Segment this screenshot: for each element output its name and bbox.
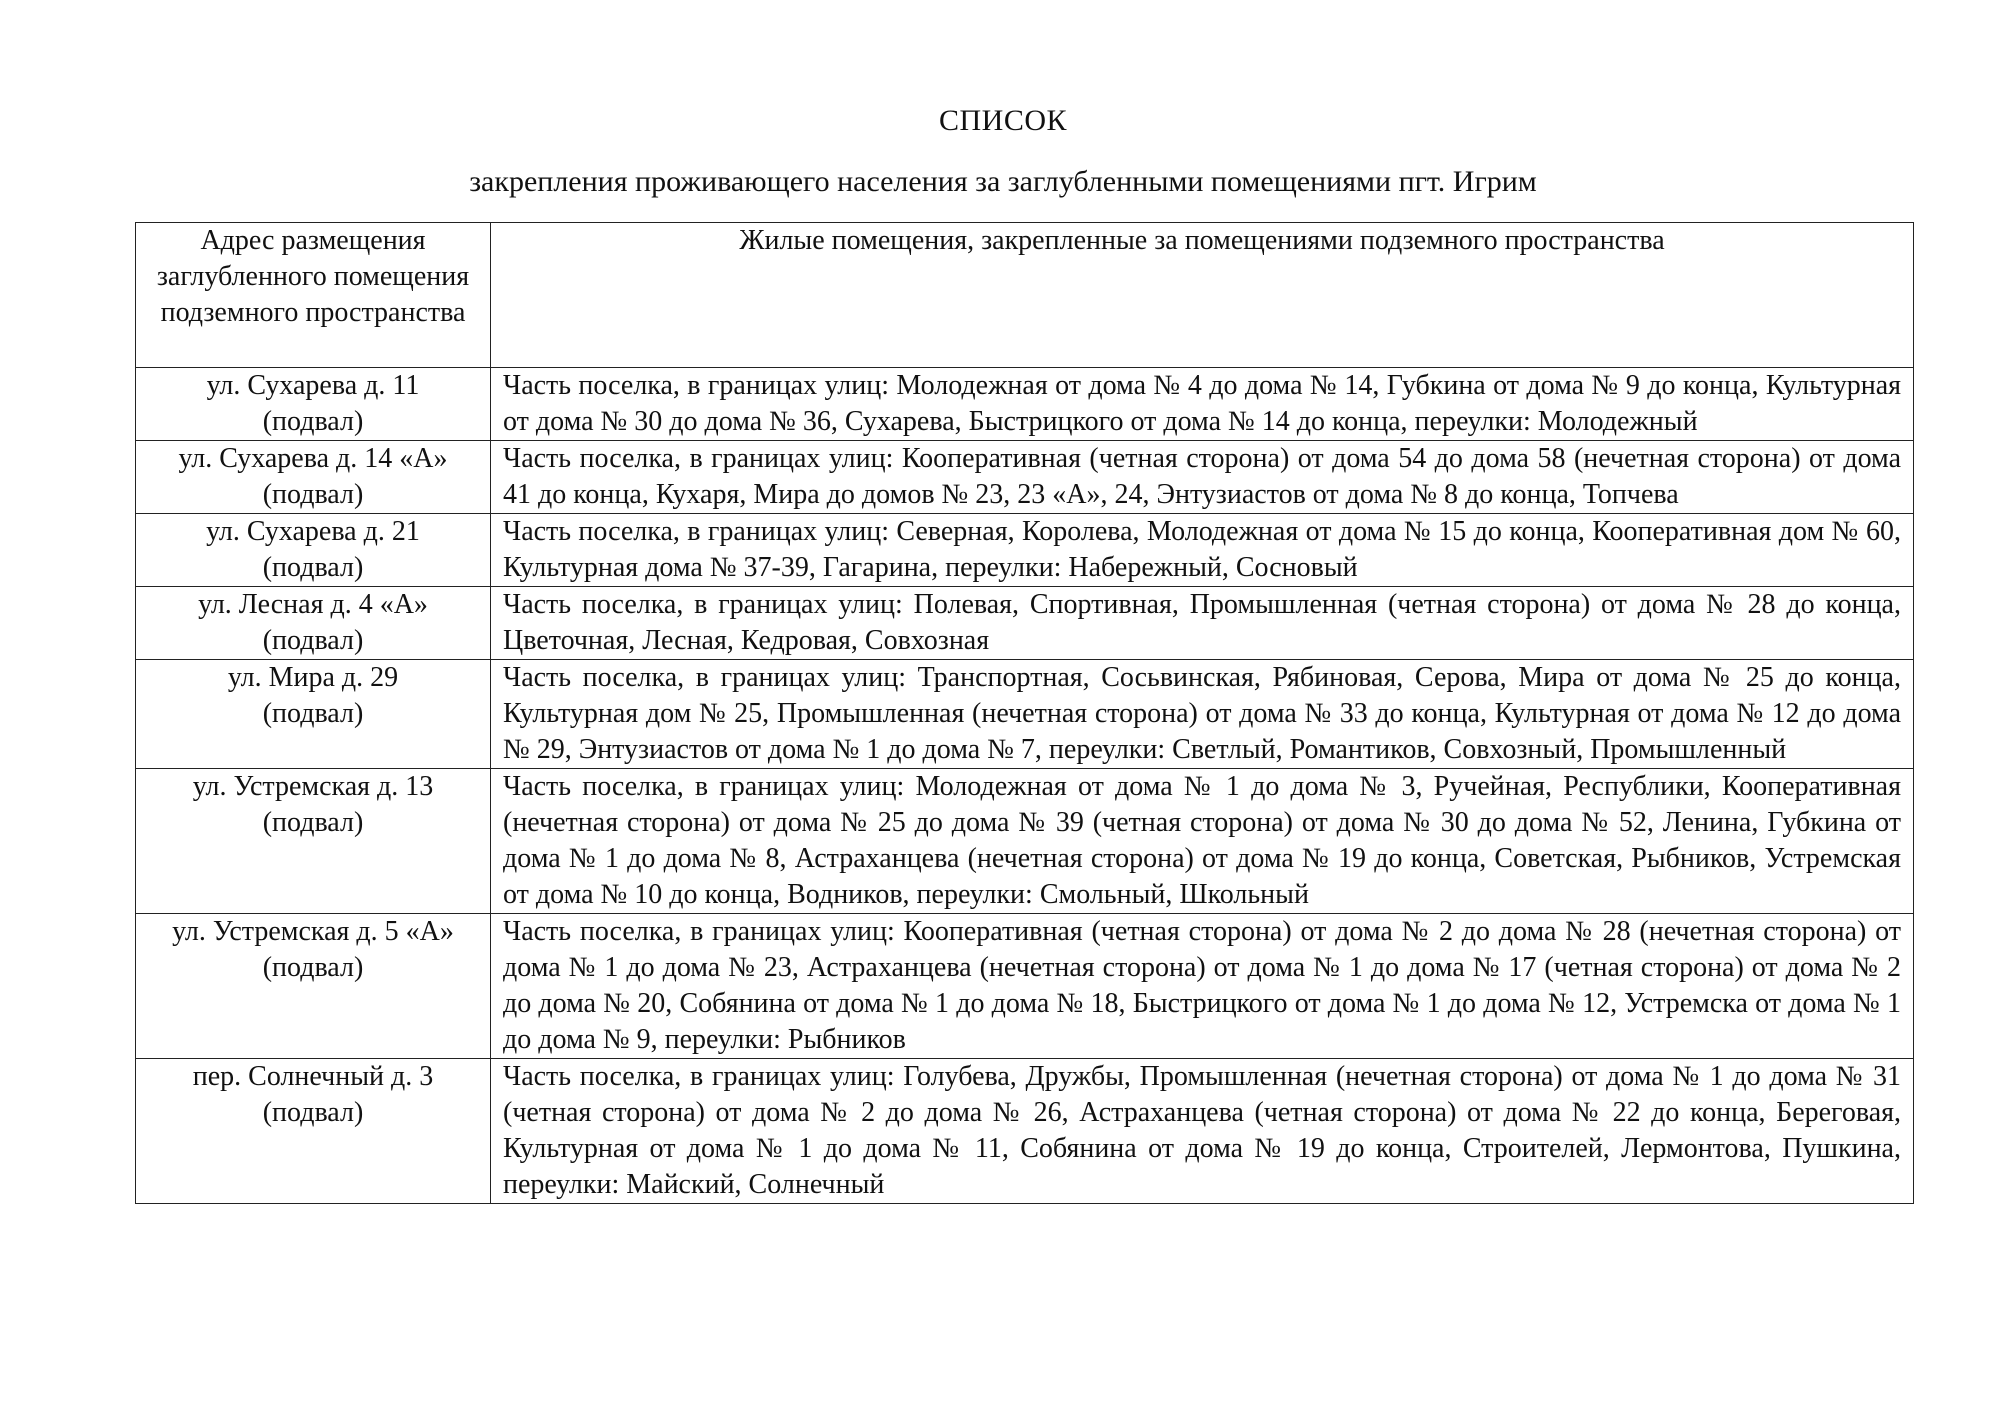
address-cell <box>136 1059 491 1204</box>
table-row <box>136 368 1914 441</box>
address-text: ул. Сухарева д. 21 <box>206 516 420 547</box>
description-cell: Часть поселка, в границах улиц: Молодежная от дома № 1 до дома № 3, Ручейная, Республики, Кооперативная (нечетная сторона) от дома № 25 до дома № 39 (четная сторона) от дома № 30 до дома № 52, Ленина, Губкина от дома № 1 до дома № 8, Астраханцева (нечетная сторона) от дома № 19 до конца, Советская, Рыбников, Устремская от дома № 10 до конца, Водников, переулки: Смольный, Школьный <box>491 769 1914 914</box>
shelter-type: (подвал) <box>262 1097 364 1128</box>
table-row <box>136 660 1914 769</box>
table-row <box>136 914 1914 1059</box>
header-residential: Жилые помещения, закрепленные за помещениями подземного пространства <box>491 223 1914 368</box>
description-cell: Часть поселка, в границах улиц: Северная, Королева, Молодежная от дома № 15 до конца, Кооперативная дом № 60, Культурная дома № 37-39, Гагарина, переулки: Набережный, Сосновый <box>491 514 1914 587</box>
table-row <box>136 1059 1914 1204</box>
document-title: СПИСОК <box>938 104 1068 137</box>
shelter-type: (подвал) <box>262 952 364 983</box>
address-cell <box>136 514 491 587</box>
address-cell <box>136 441 491 514</box>
assignment-table <box>135 222 1914 1204</box>
address-cell <box>136 368 491 441</box>
address-cell <box>136 914 491 1059</box>
description-cell: Часть поселка, в границах улиц: Голубева, Дружбы, Промышленная (нечетная сторона) от дома № 1 до дома № 31 (четная сторона) от дома № 2 до дома № 26, Астраханцева (четная сторона) от дома № 22 до конца, Береговая, Культурная от дома № 1 до дома № 11, Собянина от дома № 19 до конца, Строителей, Лермонтова, Пушкина, переулки: Майский, Солнечный <box>491 1059 1914 1204</box>
table-header-row <box>136 223 1914 368</box>
address-cell <box>136 587 491 660</box>
address-cell <box>136 660 491 769</box>
description-cell: Часть поселка, в границах улиц: Кооперативная (четная сторона) от дома № 2 до дома № 28 (нечетная сторона) от дома № 1 до дома № 23, Астраханцева (нечетная сторона) от дома № 1 до дома № 17 (четная сторона) от дома № 2 до дома № 20, Собянина от дома № 1 до дома № 18, Быстрицкого от дома № 1 до дома № 12, Устремска от дома № 1 до дома № 9, переулки: Рыбников <box>491 914 1914 1059</box>
address-text: ул. Устремская д. 13 <box>192 771 434 802</box>
address-text: ул. Сухарева д. 11 <box>206 370 420 401</box>
description-cell: Часть поселка, в границах улиц: Кооперативная (четная сторона) от дома 54 до дома 58 (нечетная сторона) от дома 41 до конца, Кухаря, Мира до домов № 23, 23 «А», 24, Энтузиастов от дома № 8 до конца, Топчева <box>491 441 1914 514</box>
table-row <box>136 514 1914 587</box>
address-text: ул. Устремская д. 5 «А» <box>172 916 454 947</box>
shelter-type: (подвал) <box>262 479 364 510</box>
shelter-type: (подвал) <box>262 807 364 838</box>
address-text: ул. Сухарева д. 14 «А» <box>178 443 448 474</box>
shelter-type: (подвал) <box>262 625 364 656</box>
shelter-type: (подвал) <box>262 552 364 583</box>
address-cell <box>136 769 491 914</box>
description-cell: Часть поселка, в границах улиц: Молодежная от дома № 4 до дома № 14, Губкина от дома № 9 до конца, Культурная от дома № 30 до дома № 36, Сухарева, Быстрицкого от дома № 14 до конца, переулки: Молодежный <box>491 368 1914 441</box>
address-text: пер. Солнечный д. 3 <box>192 1061 434 1092</box>
description-cell: Часть поселка, в границах улиц: Полевая, Спортивная, Промышленная (четная сторона) от дома № 28 до конца, Цветочная, Лесная, Кедровая, Совхозная <box>491 587 1914 660</box>
shelter-type: (подвал) <box>262 698 364 729</box>
description-cell: Часть поселка, в границах улиц: Транспортная, Сосьвинская, Рябиновая, Серова, Мира от дома № 25 до конца, Культурная дом № 25, Промышленная (нечетная сторона) от дома № 33 до конца, Культурная от дома № 12 до дома № 29, Энтузиастов от дома № 1 до дома № 7, переулки: Светлый, Романтиков, Совхозный, Промышленный <box>491 660 1914 769</box>
shelter-type: (подвал) <box>262 406 364 437</box>
table-row <box>136 441 1914 514</box>
address-text: ул. Мира д. 29 <box>227 662 399 693</box>
table-row <box>136 587 1914 660</box>
document-subtitle: закрепления проживающего населения за заглубленными помещениями пгт. Игрим <box>469 165 1537 198</box>
table-row <box>136 769 1914 914</box>
header-address: Адрес размещения заглубленного помещения подземного пространства <box>136 223 491 368</box>
address-text: ул. Лесная д. 4 «А» <box>198 589 428 620</box>
